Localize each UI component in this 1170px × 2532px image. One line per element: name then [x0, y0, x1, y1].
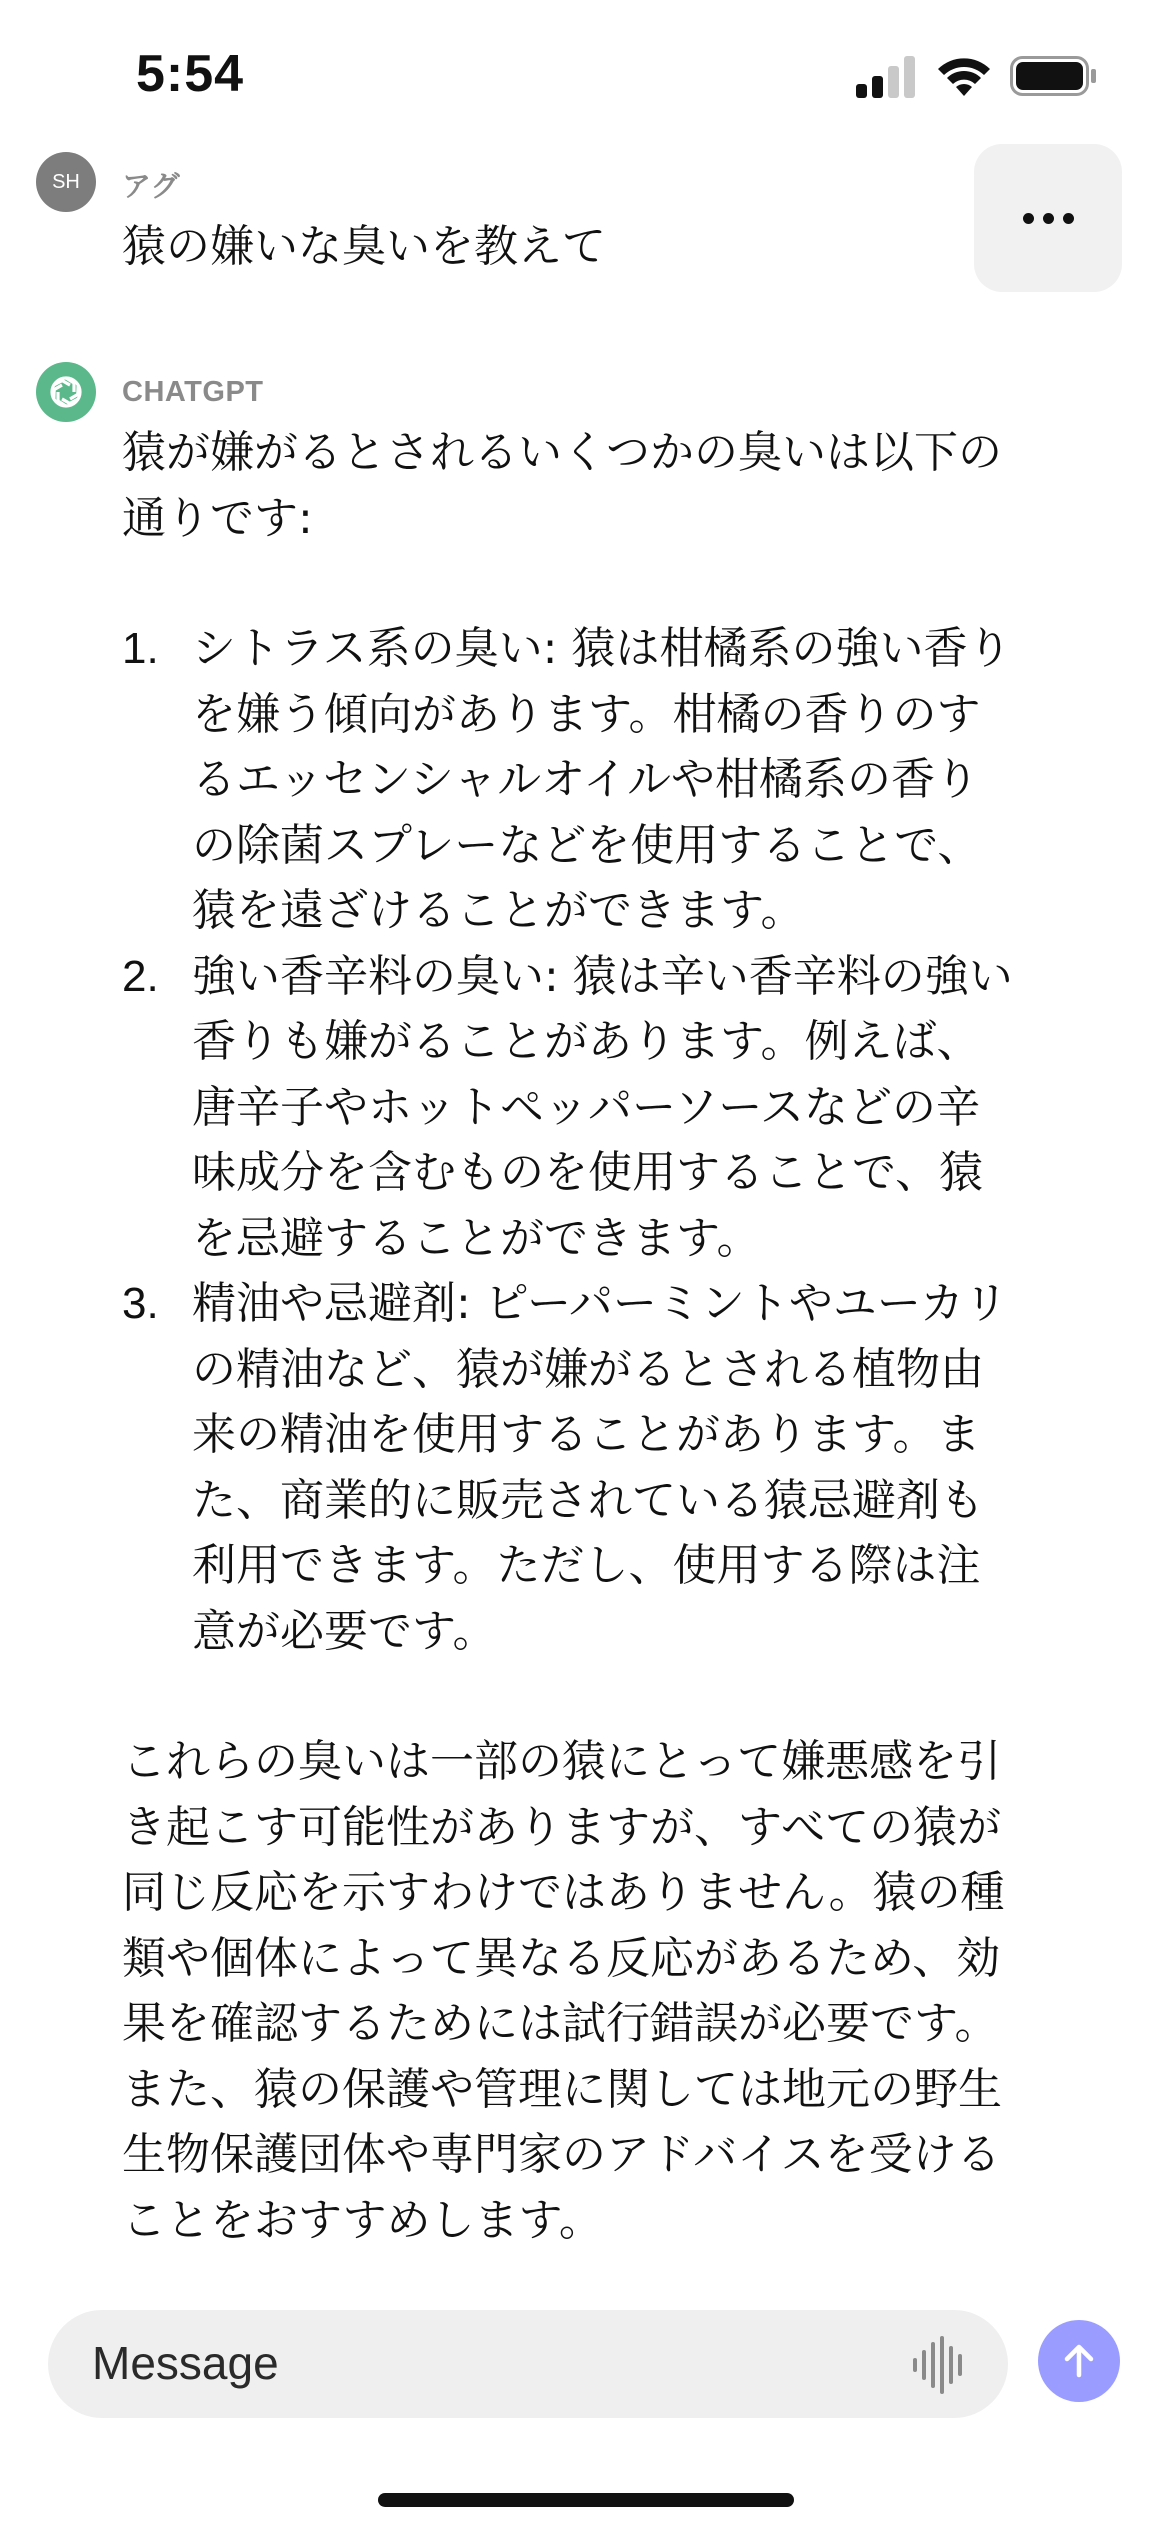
assistant-avatar — [36, 362, 96, 422]
list-line: 精油や忌避剤: ピーパーミントやユーカリ — [192, 1278, 1008, 1329]
assistant-name: CHATGPT — [122, 376, 264, 408]
closing-line: ことをおすすめします。 — [122, 2194, 603, 2246]
closing-paragraph — [122, 1729, 1087, 2253]
home-indicator — [378, 2493, 794, 2507]
list-line: を嫌う傾向があります。柑橘の香りのす — [192, 688, 981, 740]
list-item — [122, 1271, 1087, 1664]
cellular-signal-icon — [856, 56, 918, 100]
list-line: 味成分を含むものを使用することで、猿 — [192, 1147, 984, 1198]
user-name: アグ — [122, 171, 181, 203]
list-line: た、商業的に販売されている猿忌避剤も — [192, 1474, 984, 1526]
list-line: 強い香辛料の臭い: 猿は辛い香辛料の強い — [192, 950, 1013, 1002]
send-button[interactable] — [1038, 2320, 1120, 2402]
list-line: 猿を遠ざけることができます。 — [192, 885, 805, 936]
list-line: 香りも嫌がることがあります。例えば、 — [192, 1016, 981, 1067]
user-message: 猿の嫌いな臭いを教えて — [122, 221, 606, 272]
closing-line: 同じ反応を示すわけではありません。猿の種 — [122, 1867, 1005, 1918]
list-line: 意が必要です。 — [192, 1605, 497, 1657]
arrow-up-icon — [1059, 2341, 1099, 2381]
more-horizontal-icon — [1063, 213, 1074, 224]
message-composer[interactable] — [48, 2310, 1008, 2418]
closing-line: き起こす可能性がありますが、すべての猿が — [122, 1801, 1002, 1853]
list-line: を忌避することができます。 — [192, 1212, 761, 1264]
answer-list — [122, 616, 1087, 1664]
closing-line: 類や個体によって異なる反応があるため、効 — [122, 1932, 1001, 1984]
more-horizontal-icon — [1043, 213, 1054, 224]
paragraph-gap — [122, 1664, 1087, 1729]
more-options-button[interactable] — [974, 144, 1122, 292]
list-number: 2. — [122, 951, 159, 1001]
closing-line: 生物保護団体や専門家のアドバイスを受ける — [122, 2129, 1001, 2180]
openai-logo-icon — [45, 371, 87, 413]
list-number: 1. — [122, 624, 159, 673]
voice-waveform-icon[interactable] — [910, 2336, 968, 2394]
list-line: るエッセンシャルオイルや柑橘系の香り — [192, 754, 979, 805]
status-time: 5:54 — [136, 45, 245, 103]
user-avatar: SH — [36, 152, 96, 212]
list-line: シトラス系の臭い: 猿は柑橘系の強い香り — [192, 623, 1012, 674]
list-line: の除菌スプレーなどを使用することで、 — [192, 819, 982, 871]
wifi-icon — [936, 52, 992, 98]
list-item — [122, 944, 1087, 1272]
message-input[interactable]: Message — [92, 2337, 279, 2389]
list-line: の精油など、猿が嫌がるとされる植物由 — [192, 1343, 984, 1395]
list-line: 利用できます。ただし、使用する際は注 — [192, 1540, 981, 1591]
closing-line: 果を確認するためには試行錯誤が必要です。 — [122, 1998, 999, 2049]
more-horizontal-icon — [1023, 213, 1034, 224]
battery-icon — [1010, 56, 1098, 96]
list-line: 来の精油を使用することがあります。ま — [192, 1409, 981, 1460]
intro-line: 猿が嫌がるとされるいくつかの臭いは以下の — [122, 427, 1002, 478]
paragraph-gap — [122, 551, 1087, 616]
status-bar — [0, 0, 1170, 140]
list-item — [122, 616, 1087, 944]
closing-line: また、猿の保護や管理に関しては地元の野生 — [122, 2063, 1002, 2115]
intro-line: 通りです: — [122, 492, 313, 544]
assistant-message — [122, 420, 1087, 2253]
closing-line: これらの臭いは一部の猿にとって嫌悪感を引 — [122, 1736, 1002, 1787]
list-number: 3. — [122, 1279, 159, 1328]
list-line: 唐辛子やホットペッパーソースなどの辛 — [192, 1081, 981, 1133]
